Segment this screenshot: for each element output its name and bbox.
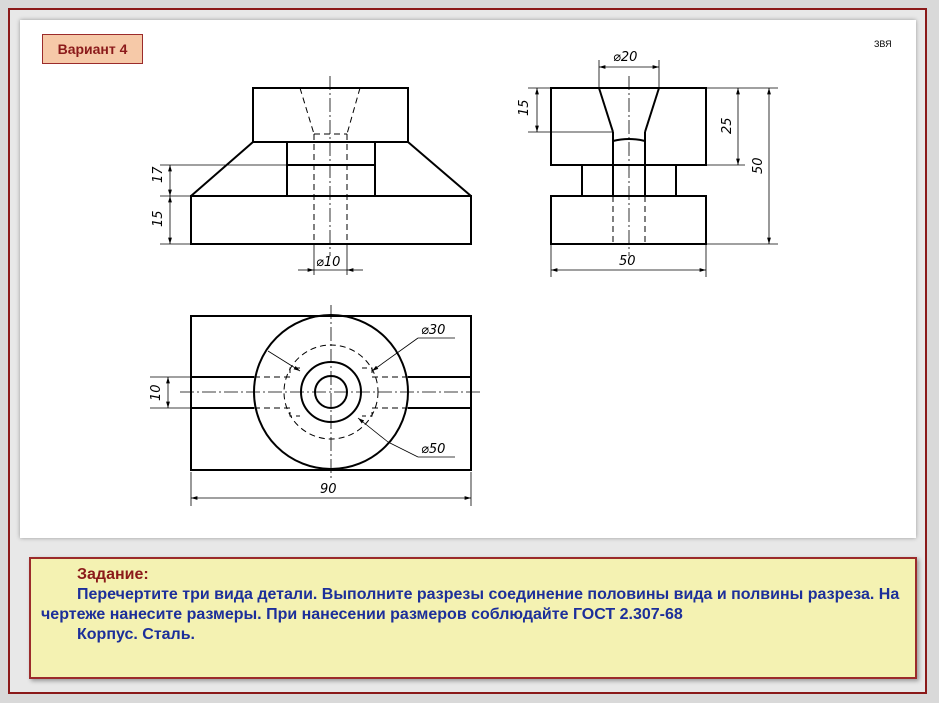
dim-50-height: 50 (751, 157, 766, 174)
dim-dia20: ⌀20 (613, 50, 638, 65)
side-view (528, 60, 778, 277)
task-text: Перечертите три вида детали. Выполните разрезы соединение половины вида и полвины разреза. На чертеже нанесите размеры. При нанесении размеров соблюдайте ГОСТ 2.307-68 (41, 586, 900, 623)
dim-50-width: 50 (619, 254, 636, 269)
task-panel (29, 557, 917, 679)
variant-badge: Вариант 4 (42, 34, 143, 64)
author-mark: ЗВЯ (874, 39, 892, 49)
dim-15-front: 15 (151, 210, 166, 227)
dim-10: 10 (149, 384, 164, 401)
dim-17: 17 (151, 166, 166, 183)
dim-dia10: ⌀10 (316, 255, 341, 270)
task-material: Корпус. Сталь. (77, 626, 195, 643)
dim-25: 25 (720, 117, 735, 134)
dim-15-side: 15 (517, 99, 532, 116)
dim-90: 90 (320, 482, 337, 497)
dim-dia50: ⌀50 (421, 442, 446, 457)
task-heading: Задание: (77, 566, 149, 583)
dim-dia30: ⌀30 (421, 323, 446, 338)
front-view (160, 76, 471, 275)
